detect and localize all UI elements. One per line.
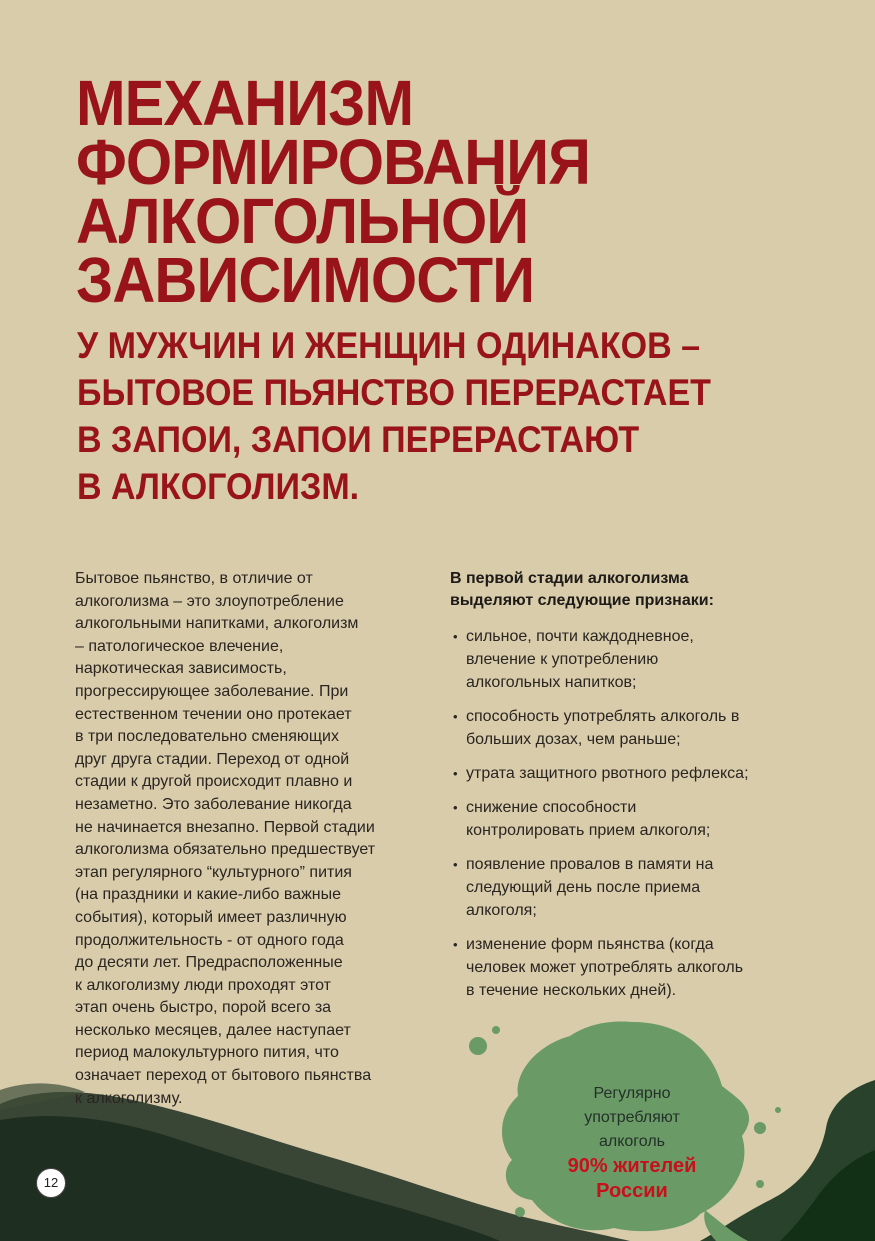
subtitle bbox=[77, 322, 795, 510]
subtitle-line: БЫТОВОЕ ПЬЯНСТВО ПЕРЕРАСТАЕТ bbox=[77, 372, 711, 413]
body-line: этап регулярного “культурного” пития bbox=[75, 863, 352, 881]
body-line: не начинается внезапно. Первой стадии bbox=[75, 818, 375, 836]
signs-heading bbox=[450, 568, 850, 612]
list-item-line: контролировать прием алкоголя; bbox=[466, 822, 711, 839]
list-item bbox=[450, 705, 850, 751]
body-line: несколько месяцев, далее наступает bbox=[75, 1021, 351, 1039]
title-line: АЛКОГОЛЬНОЙ bbox=[76, 185, 529, 257]
body-line: означает переход от бытового пьянства bbox=[75, 1067, 372, 1085]
stat-highlight-line: 90% жителей bbox=[567, 1155, 697, 1177]
body-line: – патологическое влечение, bbox=[75, 637, 284, 655]
body-line: Бытовое пьянство, в отличие от bbox=[75, 570, 313, 587]
body-text bbox=[75, 568, 435, 1110]
list-item-line: больших дозах, чем раньше; bbox=[466, 731, 681, 748]
list-item-line: появление провалов в памяти на bbox=[466, 856, 714, 873]
body-line: алкоголизма – это злоупотребление bbox=[75, 592, 344, 610]
bullet-icon: • bbox=[453, 766, 458, 781]
list-item-line: в течение нескольких дней). bbox=[466, 982, 677, 999]
list-item-line: утрата защитного рвотного рефлекса; bbox=[466, 765, 749, 782]
list-item bbox=[450, 796, 850, 842]
bullet-icon: • bbox=[453, 857, 458, 872]
signs-list bbox=[450, 625, 850, 1002]
signs-heading-line: В первой стадии алкоголизма bbox=[450, 570, 689, 587]
body-line: наркотическая зависимость, bbox=[75, 660, 287, 678]
bullet-icon: • bbox=[453, 800, 458, 815]
body-line: этап очень быстро, порой всего за bbox=[75, 999, 332, 1017]
bullet-icon: • bbox=[453, 709, 458, 724]
main-title bbox=[76, 67, 783, 316]
body-line: до десяти лет. Предрасположенные bbox=[75, 954, 343, 972]
title-line: ФОРМИРОВАНИЯ bbox=[76, 126, 590, 198]
list-item bbox=[450, 762, 850, 785]
stat-text-line: Регулярно bbox=[593, 1085, 671, 1102]
body-line: алкогольными напитками, алкоголизм bbox=[75, 615, 359, 633]
stat-text-line: употребляют bbox=[584, 1109, 680, 1126]
body-line: к алкоголизму люди проходят этот bbox=[75, 976, 331, 994]
stat-highlight-line: России bbox=[596, 1180, 668, 1202]
body-line: незаметно. Это заболевание никогда bbox=[75, 795, 352, 813]
list-item-line: следующий день после приема bbox=[466, 879, 701, 896]
list-item-line: алкоголя; bbox=[466, 902, 537, 919]
body-line: период малокультурного пития, что bbox=[75, 1044, 339, 1062]
list-item-line: человек может употреблять алкоголь bbox=[466, 959, 744, 976]
list-item-line: влечение к употреблению bbox=[466, 651, 659, 668]
bullet-icon: • bbox=[453, 629, 458, 644]
title-line: ЗАВИСИМОСТИ bbox=[76, 244, 535, 316]
stat-text-line: алкоголь bbox=[598, 1133, 665, 1150]
title-line: МЕХАНИЗМ bbox=[76, 67, 414, 139]
list-item bbox=[450, 625, 850, 694]
body-line: продолжительность - от одного года bbox=[75, 931, 344, 949]
body-line: в три последовательно сменяющих bbox=[75, 728, 339, 746]
list-item-line: снижение способности bbox=[466, 799, 637, 816]
list-item-line: алкогольных напитков; bbox=[466, 674, 637, 691]
page-number: 12 bbox=[36, 1168, 66, 1198]
list-item bbox=[450, 853, 850, 922]
body-line: естественном течении оно протекает bbox=[75, 705, 352, 723]
subtitle-line: В ЗАПОИ, ЗАПОИ ПЕРЕРАСТАЮТ bbox=[77, 419, 640, 460]
statistic-callout bbox=[532, 1082, 732, 1204]
body-line: к алкоголизму. bbox=[75, 1089, 183, 1107]
body-line: стадии к другой происходит плавно и bbox=[75, 773, 353, 791]
list-item-line: способность употреблять алкоголь в bbox=[466, 708, 740, 725]
signs-heading-line: выделяют следующие признаки: bbox=[450, 592, 714, 609]
body-line: события), который имеет различную bbox=[75, 908, 347, 926]
list-item-line: сильное, почти каждодневное, bbox=[466, 628, 694, 645]
body-line: друг друга стадии. Переход от одной bbox=[75, 750, 350, 768]
signs-section bbox=[450, 568, 850, 1013]
body-line: прогрессирующее заболевание. При bbox=[75, 682, 349, 700]
subtitle-line: У МУЖЧИН И ЖЕНЩИН ОДИНАКОВ – bbox=[77, 325, 701, 366]
list-item bbox=[450, 933, 850, 1002]
body-line: алкоголизма обязательно предшествует bbox=[75, 841, 376, 859]
list-item-line: изменение форм пьянства (когда bbox=[466, 936, 714, 953]
bullet-icon: • bbox=[453, 937, 458, 952]
body-line: (на праздники и какие-либо важные bbox=[75, 886, 341, 904]
subtitle-line: В АЛКОГОЛИЗМ. bbox=[77, 466, 360, 507]
